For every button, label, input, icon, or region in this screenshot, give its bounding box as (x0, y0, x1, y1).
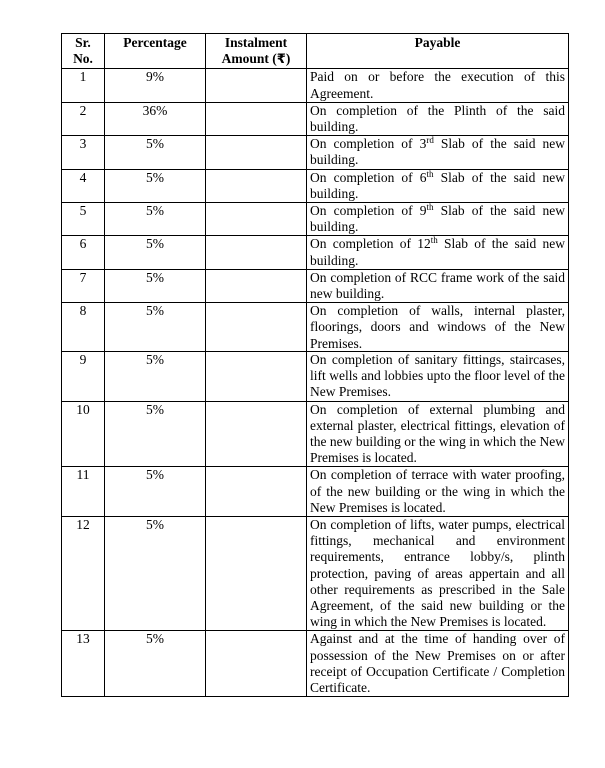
payable-text: On completion of walls, internal plaster, floorings, doors and windows of the New Premises. (310, 303, 565, 351)
payable-text: Slab of the said new building. (310, 169, 566, 201)
payable-cell (307, 401, 569, 467)
sr-no-cell: 12 (62, 517, 105, 631)
instalment-amount-cell (206, 236, 307, 269)
sr-no-cell: 2 (62, 102, 105, 135)
sr-no-cell: 11 (62, 467, 105, 517)
payable-text: On completion of 12 (310, 236, 431, 252)
header-instalment-amount (206, 34, 307, 69)
payable-cell (307, 136, 569, 169)
instalment-amount-cell (206, 631, 307, 697)
ordinal-suffix: rd (426, 135, 434, 146)
table-row (62, 352, 569, 402)
payable-text: Paid on or before the execution of this Agreement. (310, 69, 565, 101)
percentage-cell: 36% (105, 102, 206, 135)
payable-text: On completion of 9 (310, 203, 427, 219)
sr-no-cell: 1 (62, 69, 105, 102)
sr-no-cell: 8 (62, 303, 105, 352)
table-row (62, 269, 569, 302)
percentage-cell: 5% (105, 136, 206, 169)
table-header-row (62, 34, 569, 69)
sr-no-cell: 13 (62, 631, 105, 697)
payable-text: Slab of the said new building. (310, 136, 565, 168)
sr-no-cell: 4 (62, 169, 105, 202)
sr-no-cell: 6 (62, 236, 105, 269)
instalment-amount-cell (206, 269, 307, 302)
table-row (62, 236, 569, 269)
sr-no-cell: 5 (62, 203, 105, 236)
payable-text: On completion of 3 (310, 136, 427, 152)
header-payable: Payable (307, 34, 569, 69)
payable-text: Slab of the said new building. (310, 203, 566, 235)
payable-text: On completion of RCC frame work of the said new building. (310, 269, 565, 302)
sr-no-cell: 10 (62, 401, 105, 467)
instalment-amount-cell (206, 352, 307, 402)
table-row (62, 303, 569, 352)
table-row (62, 517, 569, 631)
instalment-amount-cell (206, 102, 307, 135)
percentage-cell: 5% (105, 203, 206, 236)
table-body-part-1 (62, 69, 569, 352)
percentage-cell: 5% (105, 352, 206, 402)
payment-schedule-table-part-2 (61, 351, 569, 697)
percentage-cell: 5% (105, 517, 206, 631)
table-row (62, 467, 569, 517)
payable-text: On completion of 6 (310, 169, 427, 185)
percentage-cell: 5% (105, 303, 206, 352)
sr-no-cell: 7 (62, 269, 105, 302)
header-percentage: Percentage (105, 34, 206, 69)
instalment-amount-cell (206, 467, 307, 517)
rupee-icon: ₹ (276, 52, 286, 68)
instalment-amount-cell (206, 401, 307, 467)
payable-cell (307, 203, 569, 236)
instalment-amount-cell (206, 303, 307, 352)
percentage-cell: 5% (105, 401, 206, 467)
header-instalment-label: Instalment Amount ( (221, 35, 288, 67)
payable-cell (307, 517, 569, 631)
ordinal-suffix: th (426, 202, 434, 213)
payable-text: On completion of sanitary fittings, staircases, lift wells and lobbies upto the floor level of the New Premises. (310, 352, 565, 400)
payable-cell (307, 303, 569, 352)
instalment-amount-cell (206, 517, 307, 631)
header-instalment-close: ) (285, 51, 291, 67)
table-row (62, 69, 569, 102)
payable-cell (307, 169, 569, 202)
instalment-amount-cell (206, 136, 307, 169)
payable-cell (307, 102, 569, 135)
payable-text: Against and at the time of handing over of possession of the New Premises on or after receipt of Occupation Certificate / Completion Certificate. (310, 631, 565, 696)
sr-no-cell: 9 (62, 352, 105, 402)
payment-schedule-table-part-1 (61, 33, 569, 352)
table-row (62, 401, 569, 467)
table-body-part-2 (62, 352, 569, 697)
percentage-cell: 5% (105, 269, 206, 302)
payable-text: On completion of external plumbing and external plaster, electrical fittings, elevation of the new building or the wing in which the New Premises is located. (310, 401, 565, 466)
payable-text: On completion of the Plinth of the said building. (310, 102, 565, 135)
percentage-cell: 5% (105, 169, 206, 202)
payable-cell (307, 467, 569, 517)
payable-cell (307, 631, 569, 697)
instalment-amount-cell (206, 169, 307, 202)
instalment-amount-cell (206, 203, 307, 236)
payable-text: On completion of terrace with water proofing, of the new building or the wing in which the New Premises is located. (310, 467, 565, 515)
percentage-cell: 9% (105, 69, 206, 102)
instalment-amount-cell (206, 69, 307, 102)
percentage-cell: 5% (105, 631, 206, 697)
ordinal-suffix: th (426, 168, 434, 179)
table-row (62, 136, 569, 169)
sr-no-cell: 3 (62, 136, 105, 169)
payable-cell (307, 269, 569, 302)
percentage-cell: 5% (105, 236, 206, 269)
header-sr-no: Sr. No. (62, 34, 105, 69)
percentage-cell: 5% (105, 467, 206, 517)
payable-cell (307, 236, 569, 269)
table-row (62, 102, 569, 135)
table-row (62, 631, 569, 697)
payable-text: On completion of lifts, water pumps, electrical fittings, mechanical and environment requirements, entrance lobby/s, plinth protection, paving of areas appertain and all other requirements as prescribed in the Sale Agreement, of the said new building or the wing in which the New Premises is located. (310, 517, 565, 630)
payable-text: Slab of the said new building. (310, 236, 566, 268)
table-row (62, 203, 569, 236)
payable-cell (307, 69, 569, 102)
payable-cell (307, 352, 569, 402)
table-row (62, 169, 569, 202)
ordinal-suffix: th (430, 235, 438, 246)
